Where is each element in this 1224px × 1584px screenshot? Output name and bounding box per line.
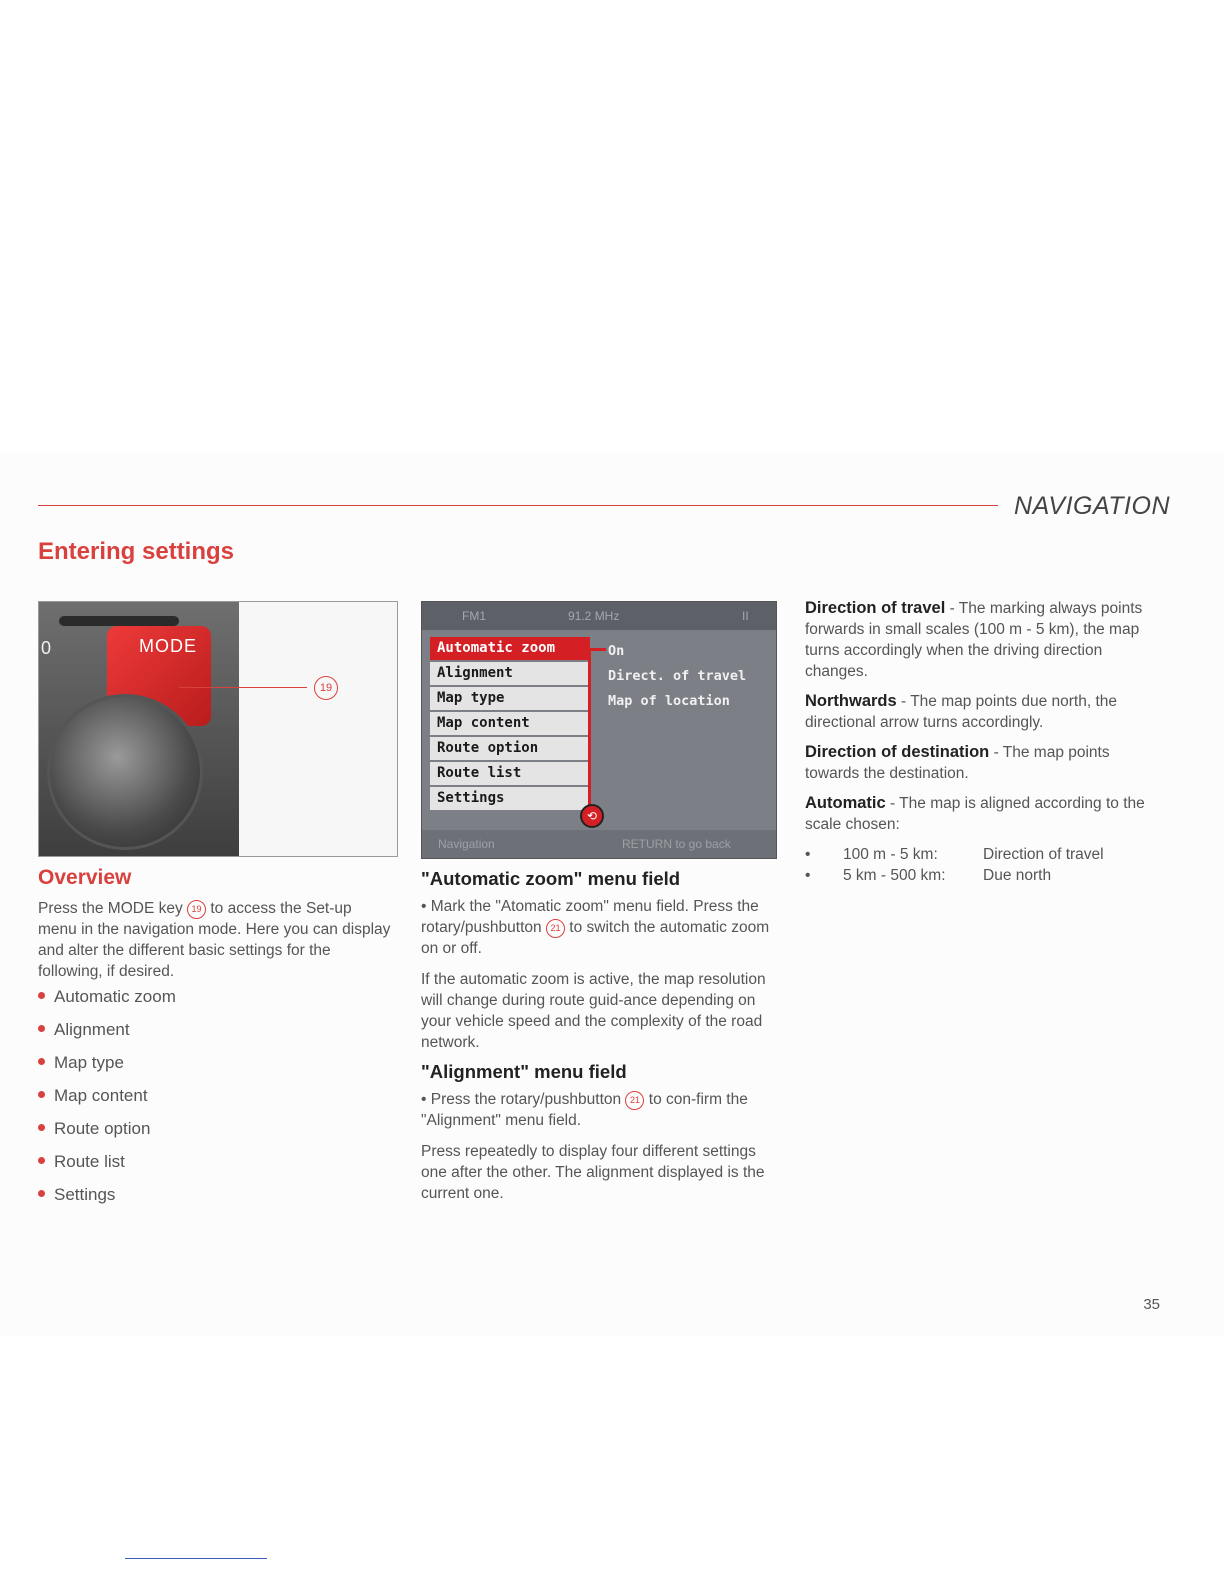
list-item: Route list: [38, 1150, 393, 1183]
selection-connector: [588, 648, 606, 651]
option-map-of-location: Map of location: [608, 693, 730, 709]
mode-key-image: [38, 601, 398, 857]
button-ref-badge: 21: [546, 919, 565, 938]
panel-zero-label: 0: [41, 638, 52, 658]
screen-options: [608, 639, 746, 714]
bullet-icon: •: [805, 867, 811, 884]
list-item: Map type: [38, 1051, 393, 1084]
mode-key-label: MODE: [139, 636, 197, 656]
bottom-rule: [125, 1558, 267, 1559]
overview-text: Press the MODE key 19 to access the Set-up menu in the navigation mode. Here you can display and alter the different basic settings for the following, if desired.: [38, 900, 391, 980]
menu-item-route-option: Route option: [430, 737, 590, 760]
status-frequency: 91.2 MHz: [568, 609, 620, 623]
alignment-options-column: [805, 598, 1161, 886]
option-direct-of-travel: Direct. of travel: [608, 668, 747, 684]
scale-range: 100 m - 5 km:: [843, 846, 938, 863]
option-automatic: Automatic - The map is aligned according to the scale chosen:: [805, 794, 1145, 833]
list-item: Alignment: [38, 1018, 393, 1051]
bullet-icon: [38, 992, 45, 999]
bullet-icon: [38, 1190, 45, 1197]
bullet-icon: [38, 1025, 45, 1032]
callout-19: 19: [314, 676, 338, 700]
section-label: NAVIGATION: [1014, 492, 1170, 520]
menu-field-column: [421, 868, 776, 1214]
automatic-zoom-description: If the automatic zoom is active, the map resolution will change during route guid-ance depending on your vehicle speed and the complexity of the road network.: [421, 971, 766, 1051]
setup-menu-screen: [421, 601, 777, 859]
option-direction-of-destination: Direction of destination - The map points towards the destination.: [805, 743, 1110, 782]
option-direction-of-travel: Direction of travel - The marking always points forwards in small scales (100 m - 5 km), the map turns accordingly when the driving direction changes.: [805, 599, 1143, 680]
callout-line: [179, 687, 307, 688]
rotary-dial-icon: ⟲: [580, 804, 604, 828]
page-title: Entering settings: [38, 538, 235, 565]
menu-item-settings: Settings: [430, 787, 590, 810]
button-ref-badge: 21: [625, 1091, 644, 1110]
panel-slot: [59, 616, 179, 626]
list-item: Automatic zoom: [38, 985, 393, 1018]
list-item: Map content: [38, 1084, 393, 1117]
rotary-knob: [47, 694, 203, 850]
overview-heading: Overview: [38, 866, 132, 889]
key-ref-badge: 19: [187, 900, 206, 919]
scale-row: [805, 865, 1161, 886]
menu-item-map-content: Map content: [430, 712, 590, 735]
status-band: FM1: [462, 609, 486, 623]
selection-bar: [588, 648, 591, 810]
menu-item-automatic-zoom: Automatic zoom: [430, 637, 590, 660]
option-on: On: [608, 643, 625, 659]
list-item: Settings: [38, 1183, 393, 1216]
scale-row: [805, 844, 1161, 865]
bullet-icon: [38, 1124, 45, 1131]
list-item: Route option: [38, 1117, 393, 1150]
bullet-icon: [38, 1157, 45, 1164]
option-northwards: Northwards - The map points due north, the directional arrow turns accordingly.: [805, 692, 1117, 731]
footer-right: RETURN to go back: [622, 837, 731, 851]
header-rule: [38, 505, 998, 506]
menu-item-alignment: Alignment: [430, 662, 590, 685]
alignment-heading: "Alignment" menu field: [421, 1061, 627, 1082]
screen-footer: [422, 830, 776, 858]
scale-range: 5 km - 500 km:: [843, 867, 946, 884]
scale-value: Due north: [983, 867, 1052, 884]
bullet-icon: •: [805, 846, 811, 863]
alignment-step: • Press the rotary/pushbutton 21 to con-firm the "Alignment" menu field.: [421, 1091, 748, 1129]
settings-list: [38, 985, 393, 1216]
automatic-zoom-heading: "Automatic zoom" menu field: [421, 868, 681, 889]
page-number: 35: [1143, 1296, 1160, 1313]
menu-item-map-type: Map type: [430, 687, 590, 710]
bullet-icon: [38, 1091, 45, 1098]
scale-value: Direction of travel: [983, 846, 1104, 863]
screen-status-bar: [422, 602, 776, 630]
automatic-zoom-step: • Mark the "Atomatic zoom" menu field. Press the rotary/pushbutton 21 to switch the automatic zoom on or off.: [421, 898, 770, 957]
screen-menu: [430, 637, 590, 812]
status-right: II: [742, 609, 749, 623]
alignment-description: Press repeatedly to display four different settings one after the other. The alignment displayed is the current one.: [421, 1143, 765, 1202]
menu-item-route-list: Route list: [430, 762, 590, 785]
scale-list: [805, 844, 1161, 886]
bullet-icon: [38, 1058, 45, 1065]
footer-left: Navigation: [438, 837, 495, 851]
